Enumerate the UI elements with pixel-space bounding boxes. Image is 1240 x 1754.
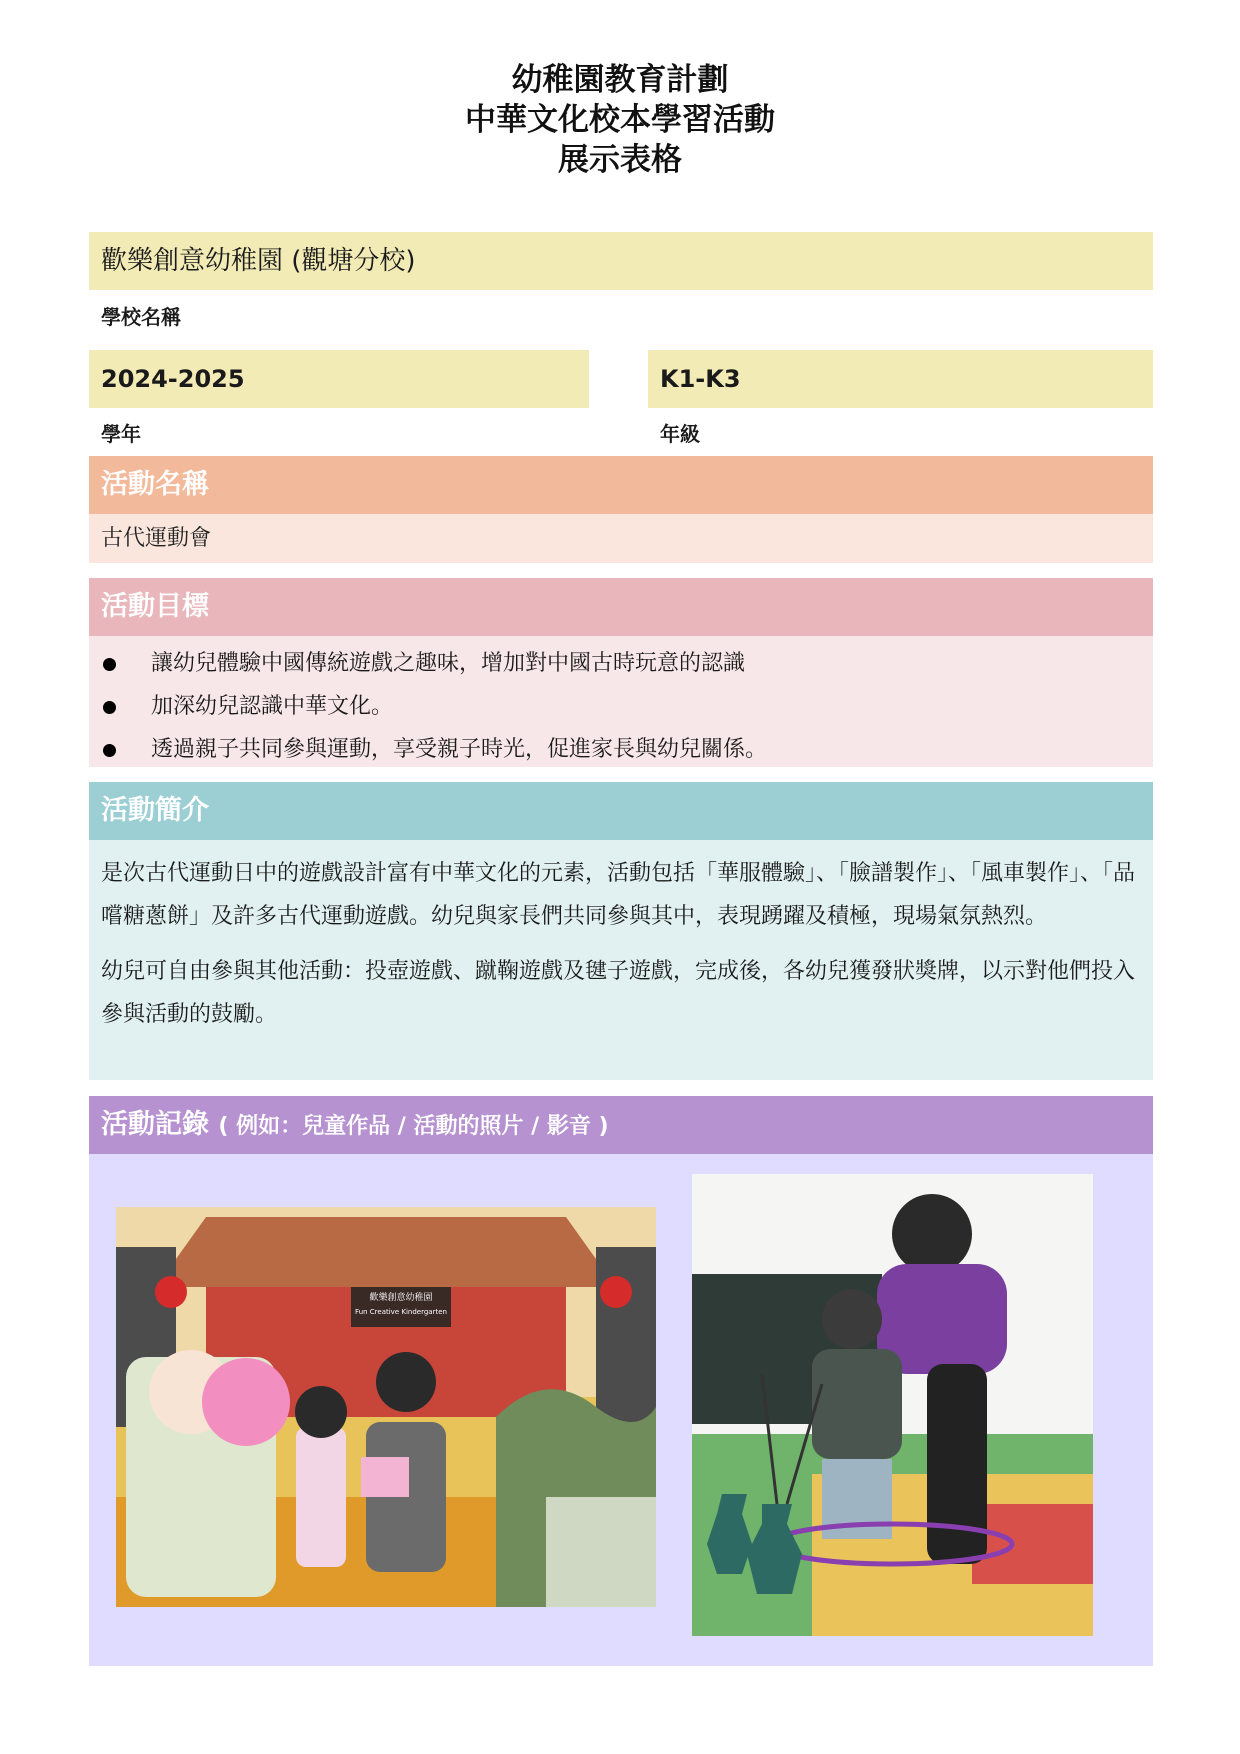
objectives-list: [89, 636, 1153, 771]
intro-body: [89, 840, 1153, 1080]
school-name-label: 學校名稱: [101, 305, 181, 329]
record-heading-title: 活動記錄: [101, 1109, 209, 1140]
school-name-field: [89, 232, 1153, 290]
photo-pitch-pot-illustration: [692, 1174, 1093, 1636]
activity-name-heading: 活動名稱: [89, 456, 1153, 514]
objectives-heading: 活動目標: [89, 578, 1153, 636]
school-name-value: 歡樂創意幼稚園 (觀塘分校): [101, 246, 416, 276]
intro-heading: 活動簡介: [89, 782, 1153, 840]
activity-name-body: [89, 514, 1153, 563]
grade-value: K1-K3: [660, 365, 741, 393]
title-line-3: 展示表格: [558, 142, 682, 178]
title-line-1: 幼稚園教育計劃: [511, 62, 729, 98]
school-year-field: [89, 350, 589, 408]
title-line-2: 中華文化校本學習活動: [465, 102, 775, 138]
bullet-icon: [103, 701, 116, 714]
activity-photo-costume: [116, 1207, 656, 1607]
photo-sign: 歡樂創意幼稚園 Fun Creative Kindergarten: [355, 1293, 447, 1316]
intro-paragraph-2: 幼兒可自由參與其他活動：投壺遊戲、蹴鞠遊戲及毽子遊戲，完成後，各幼兒獲發狀獎牌，以示對他們投入參與活動的鼓勵。: [101, 959, 1136, 1027]
record-heading-subtitle: ( 例如：兒童作品 / 活動的照片 / 影音 ): [218, 1114, 609, 1139]
grade-field: [648, 350, 1153, 408]
bullet-icon: [103, 658, 116, 671]
bullet-icon: [103, 744, 116, 757]
school-year-value: 2024-2025: [101, 365, 245, 393]
list-item: 加深幼兒認識中華文化。: [89, 685, 1153, 728]
photo-costume-illustration: [116, 1207, 656, 1607]
record-heading: [89, 1096, 1153, 1154]
activity-photo-pitch-pot: [692, 1174, 1093, 1636]
activity-name-value: 古代運動會: [101, 526, 212, 551]
list-item: 透過親子共同參與運動，享受親子時光，促進家長與幼兒關係。: [89, 728, 1153, 771]
school-year-label: 學年: [101, 422, 141, 446]
document-title: [0, 60, 1240, 180]
list-item: 讓幼兒體驗中國傳統遊戲之趣味，增加對中國古時玩意的認識: [89, 642, 1153, 685]
objectives-body: [89, 636, 1153, 767]
grade-label: 年級: [660, 422, 700, 446]
intro-paragraph-1: 是次古代運動日中的遊戲設計富有中華文化的元素，活動包括「華服體驗」、「臉譜製作」、「風車製作」、「品嚐糖蔥餅」及許多古代運動遊戲。幼兒與家長們共同參與其中，表現踴躍及積極，現場氣氛熱烈。: [101, 861, 1136, 929]
